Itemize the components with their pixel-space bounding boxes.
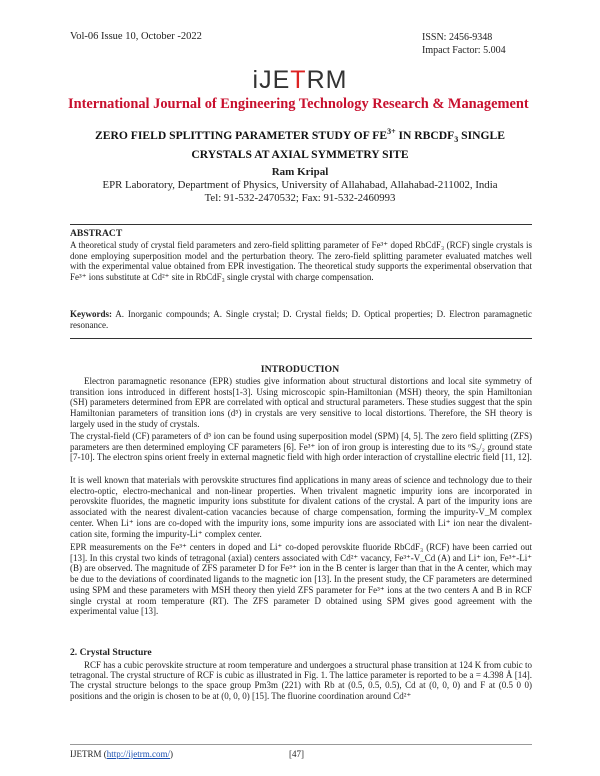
keywords-label: Keywords: <box>70 309 112 319</box>
page-number: [47] <box>289 749 304 759</box>
introduction-heading: INTRODUCTION <box>260 364 340 375</box>
keywords <box>70 309 532 330</box>
divider-bottom <box>70 338 532 339</box>
intro-paragraph-3: It is well known that materials with perovskite structures find applications in many areas of science and technology due to their electro-optic, electro-mechanical and non-linear properties. When trivalent magnetic impurity ions are incorporated in perovskite fluorides, the magnetic impurity ions substitute for divalent cations of the crystal. A part of the impurity ions are associated with the nearest divalent-cation vacancies because of charge compensation, forming the impurity-V_M complex center. When Li⁺ ions are co-doped with the impurity ions, some impurity ions are associated with Li⁺ ion near the divalent-cation site, forming the impurity-Li⁺ complex center. <box>70 475 532 539</box>
affiliation-line: EPR Laboratory, Department of Physics, University of Allahabad, Allahabad-211002, India <box>102 179 498 191</box>
author-affiliation <box>0 179 600 205</box>
abstract-text: A theoretical study of crystal field parameters and zero-field splitting parameter of Fe³⁺ doped RbCdF₃ (RCF) single crystals is done employing superposition model and the perturbation theory. The zero-field splitting parameter evaluated matches well with the experimental value obtained from EPR investigation. The theoretical study supports the experimental observation that Fe³⁺ ions substitute at Cd²⁺ site in RbCdF₃ single crystal with charge compensation. <box>70 240 532 283</box>
journal-logo <box>0 66 600 94</box>
title-part-a: ZERO FIELD SPLITTING PARAMETER STUDY OF FE <box>95 128 388 142</box>
title-part-b: IN RBCDF <box>395 128 455 142</box>
abstract-heading: ABSTRACT <box>70 228 123 239</box>
title-line-2: CRYSTALS AT AXIAL SYMMETRY SITE <box>191 148 409 162</box>
issn: ISSN: 2456-9348 <box>422 32 493 43</box>
footer-journal <box>70 749 173 759</box>
divider-top <box>70 224 532 225</box>
paper-title <box>60 124 540 162</box>
logo-part-1: iJE <box>252 66 291 94</box>
contact-line: Tel: 91-532-2470532; Fax: 91-532-2460993 <box>204 192 396 204</box>
footer-link[interactable]: http://ijetrm.com/ <box>106 749 170 759</box>
issn-block <box>422 31 506 57</box>
journal-name: International Journal of Engineering Technology Research & Management <box>68 96 529 112</box>
title-part-c: SINGLE <box>458 128 505 142</box>
author-name: Ram Kripal <box>271 166 329 178</box>
logo-part-3: RM <box>306 66 348 94</box>
title-sub: 3 <box>454 135 459 145</box>
footer-divider <box>70 744 532 745</box>
logo-part-2: T <box>290 66 307 94</box>
intro-paragraph-1: Electron paramagnetic resonance (EPR) studies give information about structural distortions and local site symmetry of transition ions introduced in different hosts[1-3]. Using microscopic spin-Hamiltonian (MSH) theory, the spin Hamiltonian (SH) parameters determined from EPR are correlated with optical and structural parameters. These studies suggest that the spin Hamiltonian parameters of transition ions (d⁵) in crystals are very sensitive to local distortions. Therefore, the SH theory is largely used in the study of crystals. <box>70 376 532 429</box>
intro-paragraph-2: The crystal-field (CF) parameters of d⁵ ion can be found using superposition model (SPM) [4, 5]. The zero field splitting (ZFS) parameters are then determined employing CF parameters [6]. Fe³⁺ ion of iron group is interesting due to its ⁶S₅/₂ ground state [7-10]. The electron spins orient freely in external magnetic field with high order interaction of crystalline electric field [11, 12]. <box>70 431 532 463</box>
intro-paragraph-4: EPR measurements on the Fe³⁺ centers in doped and Li⁺ co-doped perovskite fluoride RbCdF₃ (RCF) have been carried out [13]. In this crystal two kinds of tetragonal (axial) centers associated with Cd²⁺ vacancy, Fe³⁺-V_Cd (A) and Li⁺ ion, Fe³⁺-Li⁺ (B) are observed. The magnitude of ZFS parameter D for Fe³⁺ ion in the B center is larger than that in the A center, which may be due to the deviations of coordinated ligands to the magnetic ion [13]. In the present study, the CF parameters are determined using SPM and these parameters with MSH theory then yield ZFS parameter for Fe³⁺ ions at the two centers A and B in RCF single crystal at room temperature (RT). The ZFS parameter D obtained using SPM gives good agreement with the experimental value [13]. <box>70 542 532 617</box>
keywords-text: A. Inorganic compounds; A. Single crystal; D. Crystal fields; D. Optical properties; D. Electron paramagnetic resonance. <box>70 309 532 330</box>
crystal-structure-text: RCF has a cubic perovskite structure at room temperature and undergoes a structural phase transition at 124 K from cubic to tetragonal. The crystal structure of RCF is cubic as illustrated in Fig. 1. The lattice parameter is reported to be a = 4.398 Å [14]. The crystal structure belongs to the space group Pm3m (221) with Rb at (0.5, 0.5, 0.5), Cd at (0, 0, 0) and F at (0.5 0 0) positions and the origin is chosen to be at (0, 0, 0) [15]. The fluorine coordination around Cd²⁺ <box>70 660 532 701</box>
issue-info: Vol-06 Issue 10, October -2022 <box>70 31 202 42</box>
title-sup: 3+ <box>387 127 396 136</box>
footer-close: ) <box>170 749 173 759</box>
crystal-structure-heading: 2. Crystal Structure <box>70 647 152 658</box>
footer-journal-name: IJETRM ( <box>70 749 107 759</box>
impact-factor: Impact Factor: 5.004 <box>422 45 506 56</box>
